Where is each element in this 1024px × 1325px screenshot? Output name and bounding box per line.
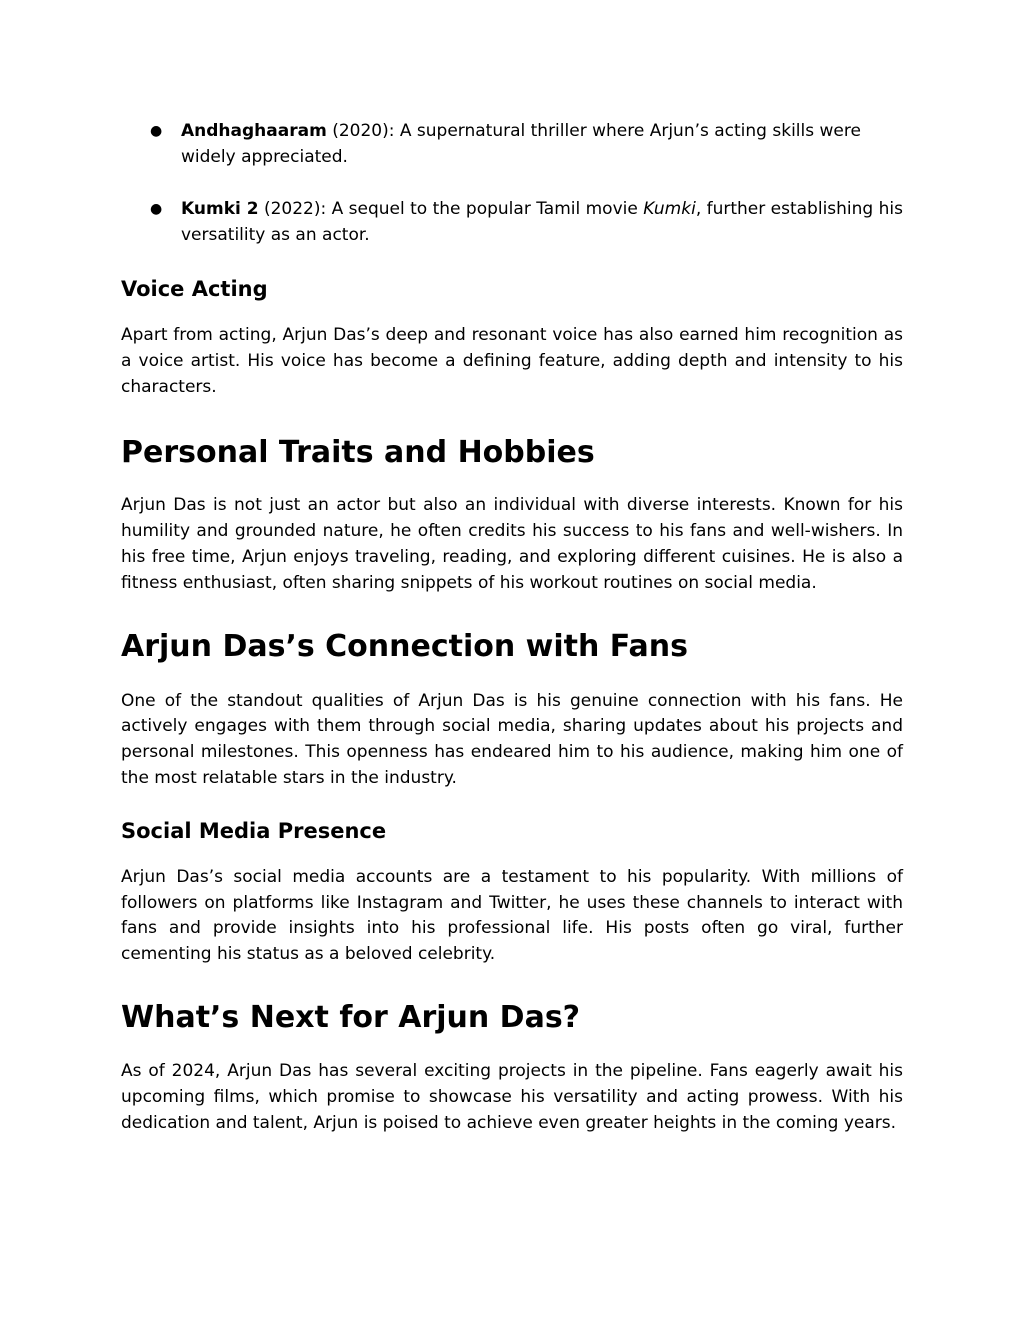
fan-connection-paragraph: One of the standout qualities of Arjun Das is his genuine connection with his fans. He actively engages with them through social media, sharing updates about his projects and personal milestones. This openness has endeared him to his audience, making him one of the most relatable stars in the industry. xyxy=(121,690,903,788)
personal-traits-heading: Personal Traits and Hobbies xyxy=(121,435,595,471)
film-description-end: , further establishing his versatility as an actor. xyxy=(181,199,903,245)
list-item-kumki-2 xyxy=(121,196,903,248)
voice-acting-heading: Voice Acting xyxy=(121,277,268,301)
film-description: (2022): A sequel to the popular Tamil movie xyxy=(258,199,644,219)
bullet-icon: ● xyxy=(150,123,163,139)
film-title: Andhaghaaram xyxy=(181,121,327,141)
voice-acting-paragraph: Apart from acting, Arjun Das’s deep and resonant voice has also earned him recognition as a voice artist. His voice has become a defining feature, adding depth and intensity to his characters. xyxy=(121,325,903,397)
film-title: Kumki 2 xyxy=(181,199,259,219)
personal-traits-paragraph: Arjun Das is not just an actor but also an individual with diverse interests. Known for his humility and grounded nature, he often credits his success to his fans and well-wishers. In his free time, Arjun enjoys traveling, reading, and exploring different cuisines. He is also a fitness enthusiast, often sharing snippets of his workout routines on social media. xyxy=(121,495,903,593)
film-list xyxy=(121,118,903,248)
list-item-andhaghaaram xyxy=(121,118,903,170)
whats-next-paragraph: As of 2024, Arjun Das has several exciting projects in the pipeline. Fans eagerly await his upcoming films, which promise to showcase his versatility and acting prowess. With his dedication and talent, Arjun is poised to achieve even greater heights in the coming years. xyxy=(121,1060,903,1133)
social-media-heading: Social Media Presence xyxy=(121,818,387,843)
film-reference: Kumki xyxy=(643,199,696,219)
fan-connection-heading: Arjun Das’s Connection with Fans xyxy=(121,628,688,664)
film-description: (2020): A supernatural thriller where Arjun’s acting skills were widely appreciated. xyxy=(181,121,861,167)
social-media-paragraph: Arjun Das’s social media accounts are a testament to his popularity. With millions of followers on platforms like Instagram and Twitter, he uses these channels to interact with fans and provide insights into his professional life. His posts often go viral, further cementing his status as a beloved celebrity. xyxy=(121,866,903,965)
whats-next-heading: What’s Next for Arjun Das? xyxy=(121,999,581,1035)
bullet-icon: ● xyxy=(150,201,163,217)
document-page xyxy=(121,118,903,1136)
